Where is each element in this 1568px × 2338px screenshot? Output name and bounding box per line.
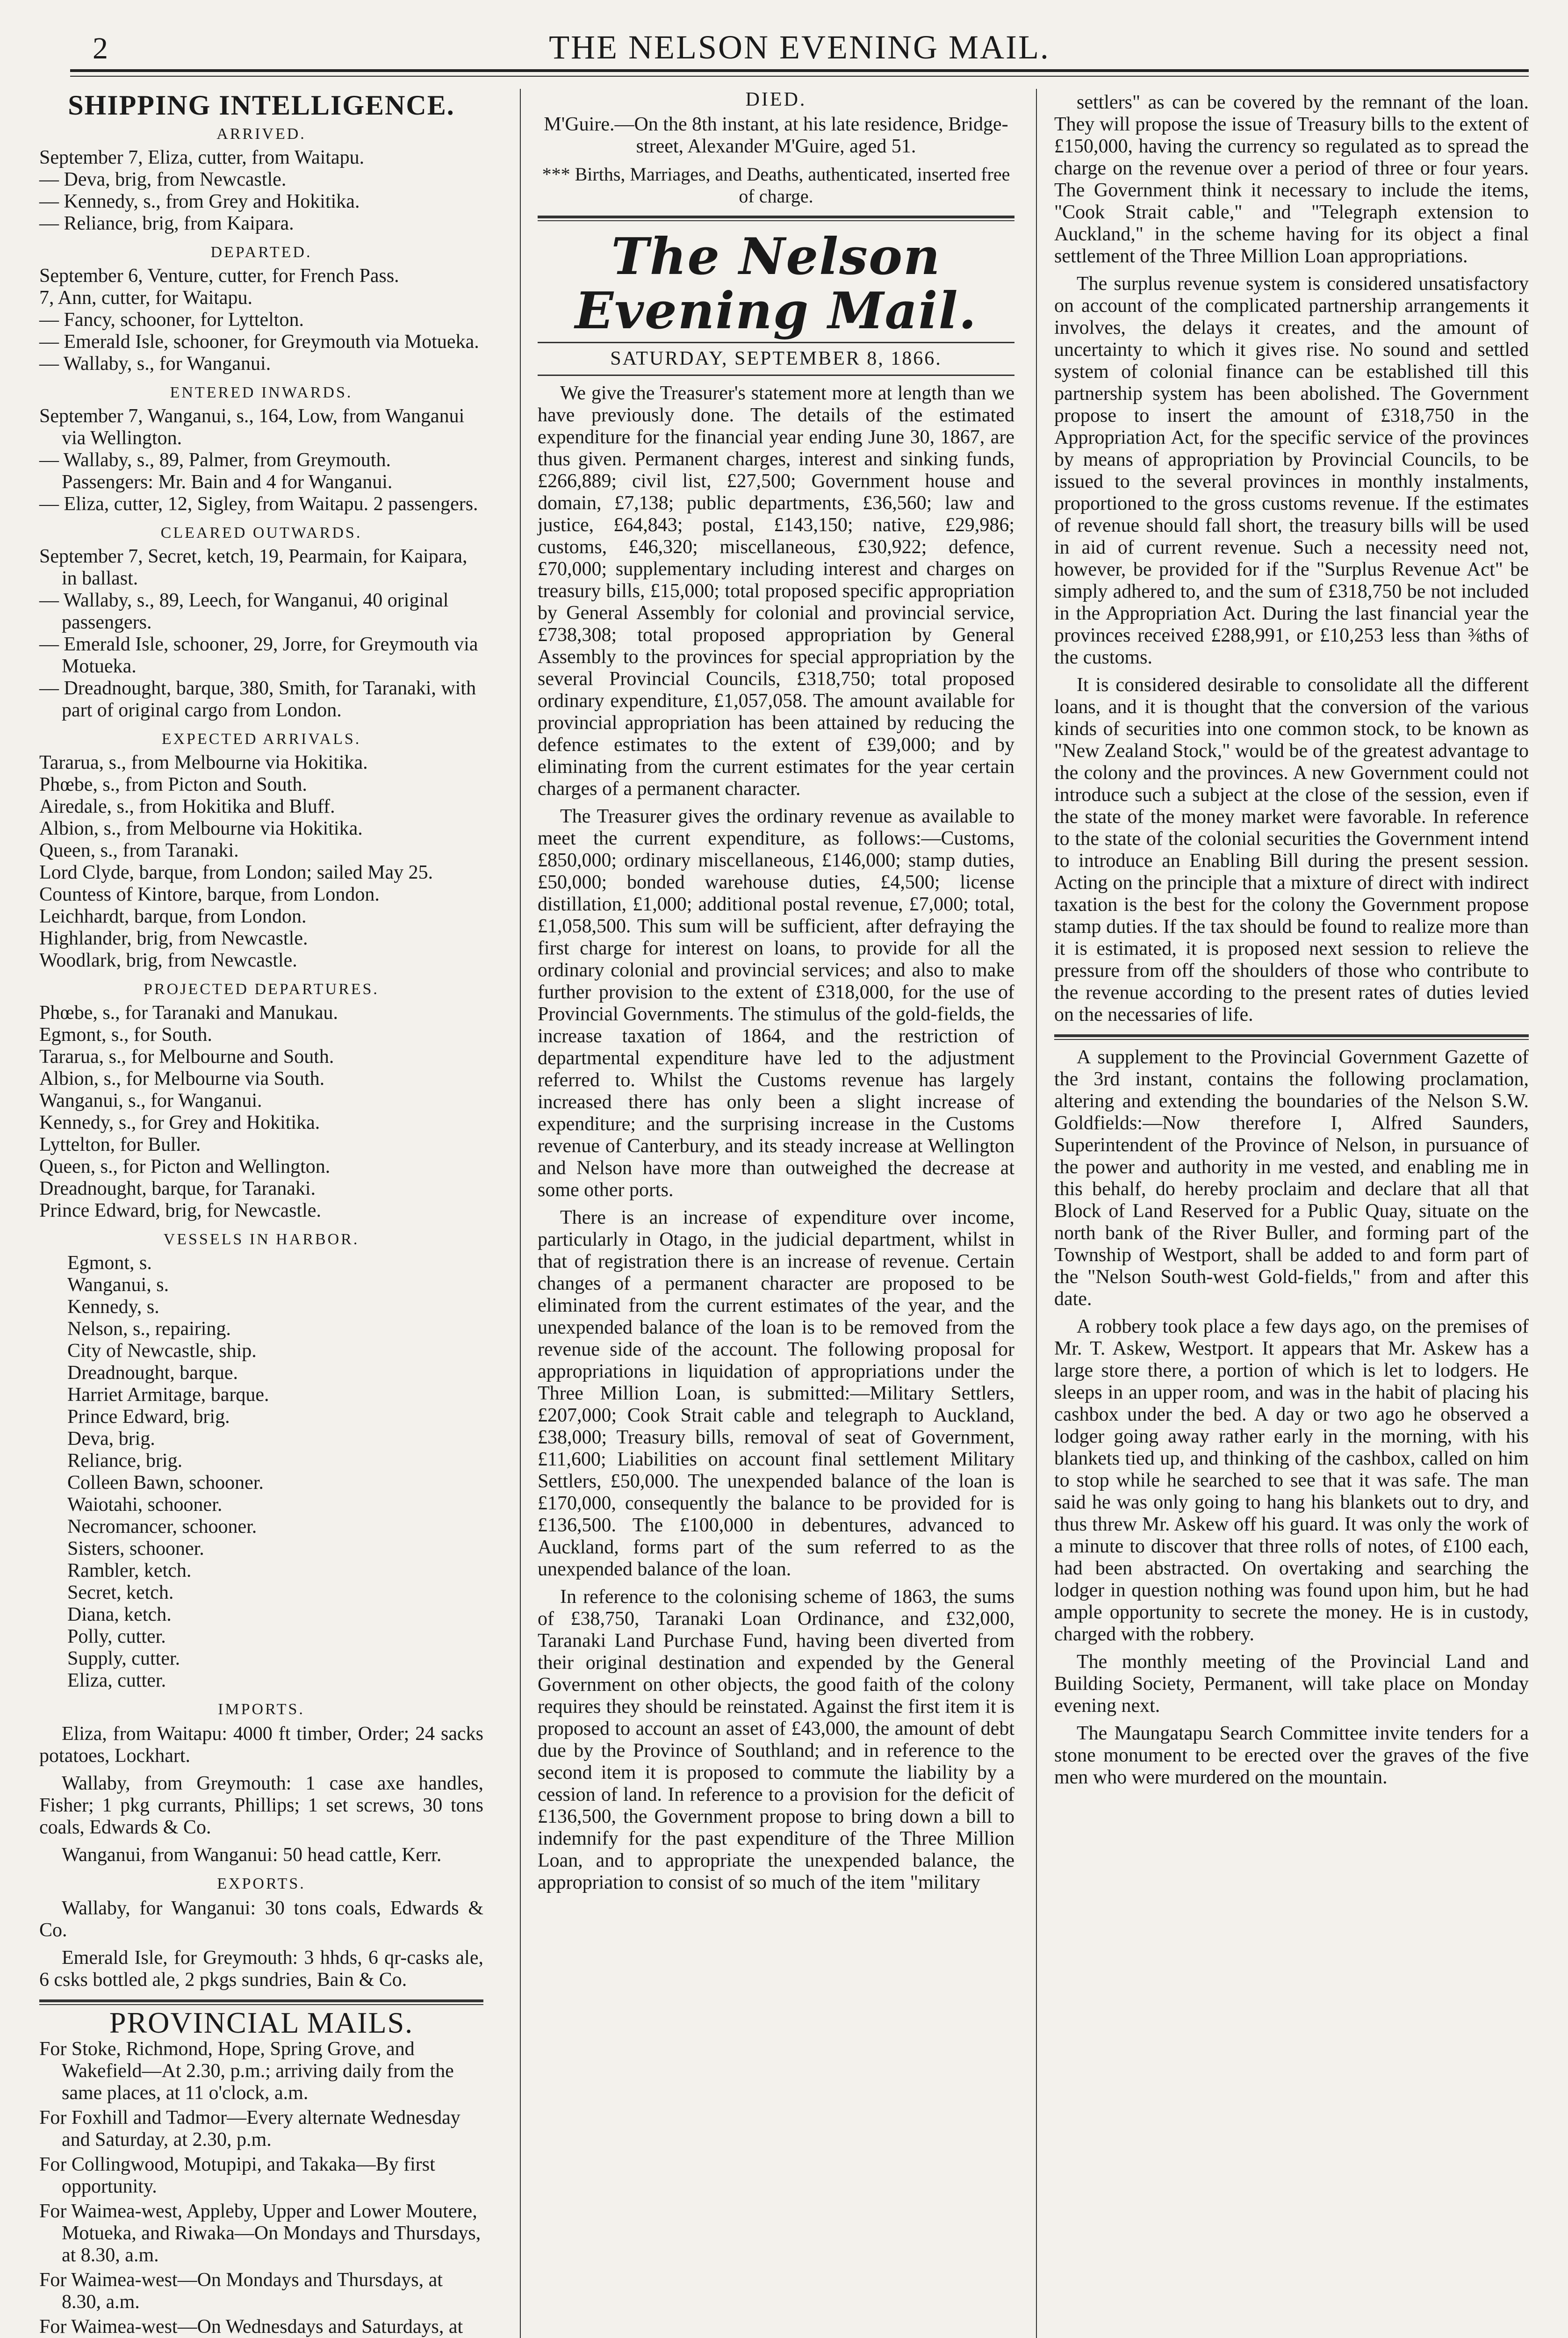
shipping-entry: Queen, s., from Taranaki. <box>39 840 239 861</box>
export-entry: Emerald Isle, for Greymouth: 3 hhds, 6 qr-casks ale, 6 csks bottled ale, 2 pkgs sundries, Bain & Co. <box>39 1947 483 1991</box>
editorial-paragraph: There is an increase of expenditure over income, particularly in Otago, in the judicial department, whilst in that of registration there is an increase of revenue. Certain changes of a permanent character are proposed to be eliminated from the current estimates of the year, and the unexpended balance of the loan is to be removed from the revenue side of the account. The following proposal for appropriations in liquidation of appropriations under the Three Million Loan, is submitted:—Military Settlers, £207,000; Cook Strait cable and telegraph to Auckland, £38,000; Treasury bills, removal of seat of Government, £11,600; Liabilities on account final settlement Military Settlers, £50,000. The unexpended balance of the loan is £170,000, consequently the balance to be provided for is £136,500. The £100,000 in debentures, advanced to Auckland, forms part of the sum referred to as the unexpended balance of the loan. <box>538 1207 1014 1580</box>
shipping-entry: Kennedy, s., for Grey and Hokitika. <box>39 1112 320 1133</box>
shipping-entry: — Fancy, schooner, for Lyttelton. <box>39 309 304 331</box>
shipping-entry: Wanganui, s., for Wanganui. <box>39 1090 262 1111</box>
shipping-entry: September 7, Wanganui, s., 164, Low, from Wanganui via Wellington. <box>39 405 465 449</box>
import-entry: Eliza, from Waitapu: 4000 ft timber, Order; 24 sacks potatoes, Lockhart. <box>39 1723 483 1767</box>
editorial-dateline: SATURDAY, SEPTEMBER 8, 1866. <box>538 342 1014 376</box>
editorial-paragraph: The surplus revenue system is considered unsatisfactory on account of the complicated partnership arrangements it involves, the delays it creates, and the amount of uncertainty to which it gives rise. No sound and settled system of colonial finance can be established till this partnership system has been abolished. The Government propose to insert the amount of £318,750 in the Appropriation Act, for the specific service of the provinces by means of appropriation by Provincial Councils, to be issued to the several provinces in monthly instalments, proportioned to the gross customs revenue. If the estimates of revenue should fall short, the treasury bills will be used in aid of current revenue. Such a necessity need not, however, be provided for if the "Surplus Revenue Act" be simply adhered to, and the sum of £318,750 be not included in the Appropriation Act. During the last financial year the provinces received £288,991, or £10,253 less than ⅜ths of the customs. <box>1054 273 1529 668</box>
shipping-title: SHIPPING INTELLIGENCE. <box>68 90 455 121</box>
projected-departures-heading: PROJECTED DEPARTURES. <box>144 981 379 998</box>
mails-title: PROVINCIAL MAILS. <box>109 2006 414 2039</box>
page-masthead <box>70 24 1529 66</box>
arrived-list <box>39 147 483 235</box>
entered-list <box>39 405 483 515</box>
news-paragraph: The Maungatapu Search Committee invite tenders for a stone monument to be erected over the graves of the five men who were murdered on the mountain. <box>1054 1723 1529 1788</box>
expected-arrivals-list <box>39 752 483 972</box>
editorial-paragraph: In reference to the colonising scheme of 1863, the sums of £38,750, Taranaki Loan Ordinance, and £32,000, Taranaki Land Purchase Fund, having been diverted from their original destination and expended by the General Government on other objects, the good faith of the colony requires they should be reinstated. Against the first item it is proposed to account an asset of £43,000, the amount of debt due by the Province of Southland; and in reference to the second item it is proposed to commute the liability by a cession of land. In reference to a provision for the deficit of £136,500, the Government propose to bring down a bill to indemnify for the past expenditure of the Three Million Loan, and to appropriate the unexpended balance, the appropriation to consist of so much of the item "military <box>538 1586 1014 1893</box>
column-editorial <box>538 89 1014 1899</box>
shipping-entry: Highlander, brig, from Newcastle. <box>39 928 308 949</box>
shipping-entry: — Wallaby, s., 89, Leech, for Wanganui, 40 original passengers. <box>39 590 449 633</box>
vessel-entry: Egmont, s. <box>67 1252 152 1274</box>
editorial-paragraph: settlers" as can be covered by the remnant of the loan. They will propose the issue of Treasury bills to the extent of £150,000, having the currency so regulated as to spread the charge on the revenue over a period of three or four years. The Government think it necessary to include the items, "Cook Strait cable," and "Telegraph extension to Auckland," in the scheme having for its object a final settlement of the Three Million Loan appropriations. <box>1054 92 1529 267</box>
arrived-heading: ARRIVED. <box>216 125 306 143</box>
news-paragraph: A supplement to the Provincial Government Gazette of the 3rd instant, contains the following proclamation, altering and extending the boundaries of the Nelson S.W. Goldfields:—Now therefore I, Alfred Saunders, Superintendent of the Province of Nelson, in pursuance of the power and authority in me vested, and enabling me in this behalf, do hereby proclaim and declare that all that Block of Land Reserved for a Public Quay, situate on the north bank of the River Buller, and forming part of the Township of Westport, shall be added to and form part of the "Nelson South-west Gold-fields," from and after this date. <box>1054 1046 1529 1310</box>
shipping-entry: Albion, s., from Melbourne via Hokitika. <box>39 818 363 839</box>
mail-entry: For Waimea-west—On Wednesdays and Saturdays, at <box>39 2316 463 2338</box>
shipping-entry: — Dreadnought, barque, 380, Smith, for Taranaki, with part of original cargo from London. <box>39 678 476 721</box>
shipping-entry: Dreadnought, barque, for Taranaki. <box>39 1178 316 1199</box>
vessel-entry: Rambler, ketch. <box>67 1560 192 1581</box>
mail-entry: For Foxhill and Tadmor—Every alternate Wednesday and Saturday, at 2.30, p.m. <box>39 2107 460 2150</box>
editorial-paragraph: We give the Treasurer's statement more at length than we have previously done. The details of the estimated expenditure for the financial year ending June 30, 1867, are thus given. Permanent charges, interest and sinking funds, £266,889; civil list, £27,500; Government house and domain, £7,138; public departments, £36,560; law and justice, £64,843; postal, £143,150; native, £29,986; customs, £46,320; miscellaneous, £30,922; defence, £70,000; supplementary including interest and charges on treasury bills, £15,000; total proposed specific appropriation by General Assembly for colonial and provincial service, £738,308; total proposed appropriation by General Assembly to the provinces for special appropriation by the several Provincial Councils, £318,750; total proposed ordinary expenditure, £1,057,058. The amount available for provincial appropriation has been attained by reducing the defence estimates to the extent of £39,000; and by eliminating from the current estimates for the year certain charges of a permanent character. <box>538 382 1014 800</box>
editorial-continued <box>1054 92 1529 1026</box>
departed-heading: DEPARTED. <box>210 244 312 261</box>
section-rule <box>538 216 1014 221</box>
mail-entry: For Waimea-west, Appleby, Upper and Lower Moutere, Motueka, and Riwaka—On Mondays and Thursdays, at 8.30, a.m. <box>39 2201 481 2266</box>
page-number: 2 <box>93 31 108 65</box>
masthead-rule <box>70 69 1529 77</box>
shipping-entry: Prince Edward, brig, for Newcastle. <box>39 1200 321 1221</box>
shipping-entry: Airedale, s., from Hokitika and Bluff. <box>39 796 335 817</box>
shipping-entry: Woodlark, brig, from Newcastle. <box>39 950 297 971</box>
shipping-entry: Phœbe, s., from Picton and South. <box>39 774 307 795</box>
shipping-entry: Tararua, s., from Melbourne via Hokitika. <box>39 752 368 773</box>
vessel-entry: Nelson, s., repairing. <box>67 1318 231 1340</box>
shipping-entry: — Deva, brig, from Newcastle. <box>39 169 287 190</box>
imports-heading: IMPORTS. <box>218 1701 305 1718</box>
cleared-heading: CLEARED OUTWARDS. <box>160 524 362 541</box>
departed-list <box>39 265 483 375</box>
projected-departures-list <box>39 1002 483 1222</box>
exports-list <box>39 1898 483 1991</box>
vessel-entry: Polly, cutter. <box>67 1626 166 1647</box>
shipping-entry: 7, Ann, cutter, for Waitapu. <box>39 287 253 309</box>
vessel-entry: Wanganui, s. <box>67 1274 169 1296</box>
news-paragraph: A robbery took place a few days ago, on the premises of Mr. T. Askew, Westport. It appears that Mr. Askew has a large store there, a portion of which is let to lodgers. He sleeps in an upper room, and was in the habit of placing his cashbox under the bed. A day or two ago he observed a lodger going away rather early in the morning, with his blankets tied up, and thinking of the cashbox, called on him to stop while he searched to see that it was safe. The man said he was only going to hang his blankets out to dry, and thus threw Mr. Askew off his guard. It was only the work of a minute to discover that three rolls of notes, of £100 each, had been abstracted. On overtaking and searching the lodger in question nothing was found upon him, but he had ample opportunity to secrete the money. He is in custody, charged with the robbery. <box>1054 1316 1529 1645</box>
vessel-entry: Sisters, schooner. <box>67 1538 204 1559</box>
shipping-entry: September 7, Secret, ketch, 19, Pearmain, for Kaipara, in ballast. <box>39 546 468 589</box>
vessel-entry: Reliance, brig. <box>67 1450 183 1472</box>
column-shipping <box>39 89 483 2338</box>
vessels-in-harbor-heading: VESSELS IN HARBOR. <box>163 1231 360 1248</box>
vessel-entry: Colleen Bawn, schooner. <box>67 1472 264 1494</box>
vessel-entry: Supply, cutter. <box>67 1648 180 1669</box>
shipping-entry: September 7, Eliza, cutter, from Waitapu. <box>39 147 365 168</box>
shipping-entry: — Emerald Isle, schooner, 29, Jorre, for Greymouth via Motueka. <box>39 634 478 677</box>
shipping-entry: Phœbe, s., for Taranaki and Manukau. <box>39 1002 338 1024</box>
vessel-entry: City of Newcastle, ship. <box>67 1340 257 1362</box>
column-news <box>1054 89 1529 1794</box>
cleared-list <box>39 546 483 722</box>
editorial-paragraph: It is considered desirable to consolidate all the different loans, and it is thought that the conversion of the various kinds of securities into one common stock, to be known as "New Zealand Stock," would be of the greatest advantage to the colony and the provinces. A new Government could not introduce such a subject at the close of the session, even if the state of the money market were favorable. In reference to the state of the colonial securities the Government intend to introduce an Enabling Bill during the present session. Acting on the principle that a mixture of direct with indirect taxation is the best for the colony the Government propose stamp duties. If the tax should be found to realize more than it is estimated, it is proposed next session to relieve the pressure from off the shoulders of those who contribute to the revenue according to the present rates of duties levied on the necessaries of life. <box>1054 674 1529 1025</box>
death-notice: M'Guire.—On the 8th instant, at his late residence, Bridge-street, Alexander M'Guire, aged 51. <box>544 114 1008 157</box>
column-divider <box>1036 89 1037 2338</box>
vessel-entry: Diana, ketch. <box>67 1604 172 1625</box>
newspaper-title: THE NELSON EVENING MAIL. <box>549 29 1050 66</box>
free-insertion-notice: *** Births, Marriages, and Deaths, authenticated, inserted free of charge. <box>542 164 1010 207</box>
section-rule <box>39 1999 483 2005</box>
vessel-entry: Dreadnought, barque. <box>67 1362 238 1384</box>
shipping-entry: Tararua, s., for Melbourne and South. <box>39 1046 334 1068</box>
editorial-paragraph: The Treasurer gives the ordinary revenue as available to meet the current expenditure, as follows:—Customs, £850,000; ordinary miscellaneous, £146,000; stamp duties, £50,000; bonded warehouse duties, £4,500; license distillation, £1,000; additional postal revenue, £7,000; total, £1,058,500. This sum will be sufficient, after defraying the first charge for interest on loans, to provide for all the ordinary colonial and provincial services; and also to make further provision to the extent of £318,000, for the use of Provincial Governments. The stimulus of the gold-fields, the increase taxation of 1864, and the restriction of departmental expenditure have led to the adjustment referred to. Whilst the Customs revenue has largely increased there has only been a slight increase of expenditure; and the surprising increase in the Customs revenue of Canterbury, and its steady increase at Wellington and Nelson have more than outweighed the decrease at some other ports. <box>538 806 1014 1201</box>
local-news <box>1054 1046 1529 1789</box>
vessel-entry: Deva, brig. <box>67 1428 155 1450</box>
vessel-entry: Eliza, cutter. <box>67 1670 166 1691</box>
export-entry: Wallaby, for Wanganui: 30 tons coals, Edwards & Co. <box>39 1898 483 1941</box>
exports-heading: EXPORTS. <box>217 1875 306 1892</box>
section-rule <box>1054 1034 1529 1040</box>
editorial-masthead: The Nelson Evening Mail. <box>575 227 978 340</box>
shipping-entry: September 6, Venture, cutter, for French Pass. <box>39 265 399 287</box>
mail-entry: For Collingwood, Motupipi, and Takaka—By first opportunity. <box>39 2154 435 2197</box>
shipping-entry: — Reliance, brig, from Kaipara. <box>39 213 294 234</box>
died-heading: DIED. <box>745 89 807 110</box>
shipping-entry: Queen, s., for Picton and Wellington. <box>39 1156 331 1177</box>
import-entry: Wanganui, from Wanganui: 50 head cattle, Kerr. <box>62 1844 442 1866</box>
mail-entry: For Stoke, Richmond, Hope, Spring Grove, and Wakefield—At 2.30, p.m.; arriving daily from the same places, at 11 o'clock, a.m. <box>39 2038 454 2104</box>
entered-heading: ENTERED INWARDS. <box>170 384 353 401</box>
vessel-entry: Prince Edward, brig. <box>67 1406 230 1428</box>
shipping-entry: — Wallaby, s., 89, Palmer, from Greymouth. Passengers: Mr. Bain and 4 for Wanganui. <box>39 449 393 493</box>
editorial-body <box>538 382 1014 1894</box>
shipping-entry: Egmont, s., for South. <box>39 1024 212 1046</box>
vessel-entry: Necromancer, schooner. <box>67 1516 257 1537</box>
vessel-entry: Secret, ketch. <box>67 1582 174 1603</box>
mails-list <box>39 2038 483 2338</box>
column-divider <box>520 89 521 2338</box>
shipping-entry: — Emerald Isle, schooner, for Greymouth via Motueka. <box>39 331 479 353</box>
news-paragraph: The monthly meeting of the Provincial Land and Building Society, Permanent, will take place on Monday evening next. <box>1054 1651 1529 1717</box>
shipping-entry: Albion, s., for Melbourne via South. <box>39 1068 325 1090</box>
shipping-entry: — Kennedy, s., from Grey and Hokitika. <box>39 191 360 212</box>
import-entry: Wallaby, from Greymouth: 1 case axe handles, Fisher; 1 pkg currants, Phillips; 1 set screws, 30 tons coals, Edwards & Co. <box>39 1773 483 1838</box>
imports-list <box>39 1723 483 1866</box>
vessels-in-harbor-list <box>39 1252 483 1692</box>
shipping-entry: Countess of Kintore, barque, from London. <box>39 884 380 905</box>
shipping-entry: — Wallaby, s., for Wanganui. <box>39 353 271 375</box>
shipping-entry: Lyttelton, for Buller. <box>39 1134 201 1155</box>
shipping-entry: Leichhardt, barque, from London. <box>39 906 307 927</box>
vessel-entry: Waiotahi, schooner. <box>67 1494 223 1515</box>
vessel-entry: Harriet Armitage, barque. <box>67 1384 269 1406</box>
shipping-entry: Lord Clyde, barque, from London; sailed May 25. <box>39 862 433 883</box>
expected-arrivals-heading: EXPECTED ARRIVALS. <box>161 730 361 748</box>
mail-entry: For Waimea-west—On Mondays and Thursdays, at 8.30, a.m. <box>39 2269 443 2313</box>
shipping-entry: — Eliza, cutter, 12, Sigley, from Waitapu. 2 passengers. <box>39 493 478 515</box>
vessel-entry: Kennedy, s. <box>67 1296 159 1318</box>
